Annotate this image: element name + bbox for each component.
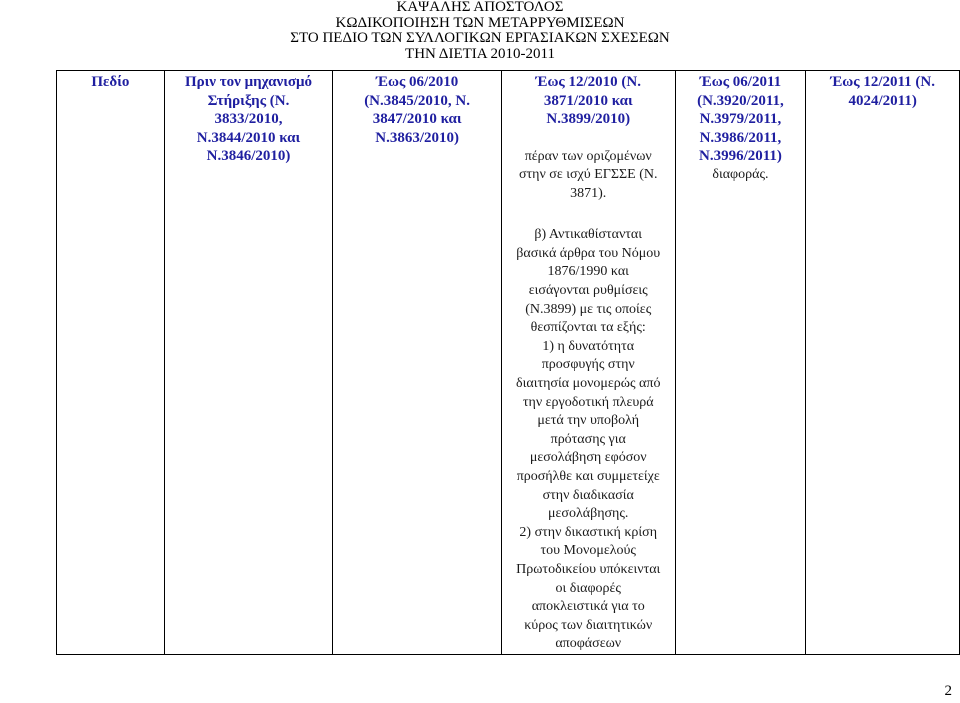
column-header-line: Ν.3846/2010) (206, 148, 291, 164)
table-row (57, 71, 960, 655)
column-text-continuation (502, 148, 675, 204)
column-header-line: 3871/2010 και (543, 92, 633, 109)
header-title-line-1: ΚΩΔΙΚΟΠΟΙΗΣΗ ΤΩΝ ΜΕΤΑΡΡΥΘΜΙΣΕΩΝ (335, 14, 625, 31)
header-title-line-2: ΣΤΟ ΠΕΔΙΟ ΤΩΝ ΣΥΛΛΟΓΙΚΩΝ ΕΡΓΑΣΙΑΚΩΝ ΣΧΕΣΕΩΝ (290, 30, 670, 46)
text-line: (Ν.3899) με τις οποίες (525, 301, 652, 317)
text-line: διαφοράς. (712, 166, 769, 182)
column-header-line: 3847/2010 και (372, 111, 462, 127)
column-header-line: 3833/2010, (214, 111, 283, 127)
text-line: μεσολάβησης. (548, 506, 629, 522)
text-line: κύρος των διαιτητικών (524, 617, 653, 633)
text-line: του Μονομελούς (540, 543, 636, 559)
text-line: μετά την υποβολή (537, 413, 640, 429)
text-line: πέραν των οριζομένων (524, 148, 652, 164)
column-header-line: Ν.3986/2011, (699, 129, 782, 146)
column-until-06-2010 (333, 71, 502, 655)
text-line: μεσολάβηση εφόσον (529, 450, 647, 466)
column-header-line: Ν.3863/2010) (375, 129, 459, 146)
column-until-12-2010 (501, 71, 675, 655)
text-line: αποκλειστικά για το (531, 599, 645, 615)
column-before-mechanism (164, 71, 333, 655)
text-line: 3871). (570, 185, 607, 201)
text-line: 2) στην δικαστική κρίση (519, 524, 658, 540)
column-header-line: 4024/2011) (848, 92, 917, 109)
text-line: 1876/1990 και (547, 264, 629, 280)
text-line: Πρωτοδικείου υπόκεινται (516, 561, 661, 577)
column-header-line: (Ν.3920/2011, (697, 92, 784, 109)
text-line: αποφάσεων (555, 636, 622, 652)
text-line: θεσπίζονται τα εξής: (530, 320, 646, 336)
column-header-line: Έως 06/2011 (699, 74, 782, 90)
column-header-line: Ν.3899/2010) (546, 111, 631, 127)
column-header-line: Έως 12/2010 (Ν. (535, 74, 641, 90)
text-line: στην σε ισχύ ΕΓΣΣΕ (Ν. (518, 167, 658, 183)
column-text-body (502, 226, 675, 654)
text-line: προσήλθε και συμμετείχε (516, 469, 660, 484)
column-until-06-2011 (675, 71, 806, 655)
page-number: 2 (944, 683, 952, 699)
text-line: την εργοδοτική πλευρά (522, 394, 654, 410)
text-line: στην διαδικασία (542, 487, 634, 503)
column-header-line: Ν.3979/2011, (699, 111, 782, 127)
column-header-line: Έως 06/2010 (376, 74, 459, 90)
column-header-line: Ν.3996/2011) (698, 148, 782, 164)
text-line: β) Αντικαθίστανται (534, 227, 643, 243)
header-period: ΤΗΝ ΔΙΕΤΙΑ 2010-2011 (405, 45, 555, 62)
column-header-line: Στήριξης (Ν. (207, 92, 290, 109)
column-header-line: Ν.3844/2010 και (196, 129, 301, 146)
column-text-continuation (676, 166, 806, 185)
text-line: 1) η δυνατότητα (542, 338, 635, 354)
text-line: διαιτησία μονομερώς από (516, 376, 661, 392)
column-header-line: Έως 12/2011 (Ν. (830, 74, 936, 90)
text-line: εισάγονται ρυθμίσεις (528, 283, 648, 299)
reforms-table (56, 70, 960, 655)
text-line: βασικά άρθρα του Νόμου (516, 245, 661, 261)
text-line: προσφυγής στην (541, 357, 635, 373)
text-line: οι διαφορές (555, 580, 621, 596)
column-until-12-2011 (806, 71, 960, 655)
document-header (0, 0, 960, 62)
column-header-line: (Ν.3845/2010, Ν. (364, 92, 471, 109)
column-header-field: Πεδίο (91, 74, 130, 90)
text-line: πρότασης για (550, 431, 626, 447)
header-author: ΚΑΨΑΛΗΣ ΑΠΟΣΤΟΛΟΣ (396, 0, 564, 15)
column-header-line: Πριν τον μηχανισμό (184, 74, 313, 90)
column-field (57, 71, 165, 655)
